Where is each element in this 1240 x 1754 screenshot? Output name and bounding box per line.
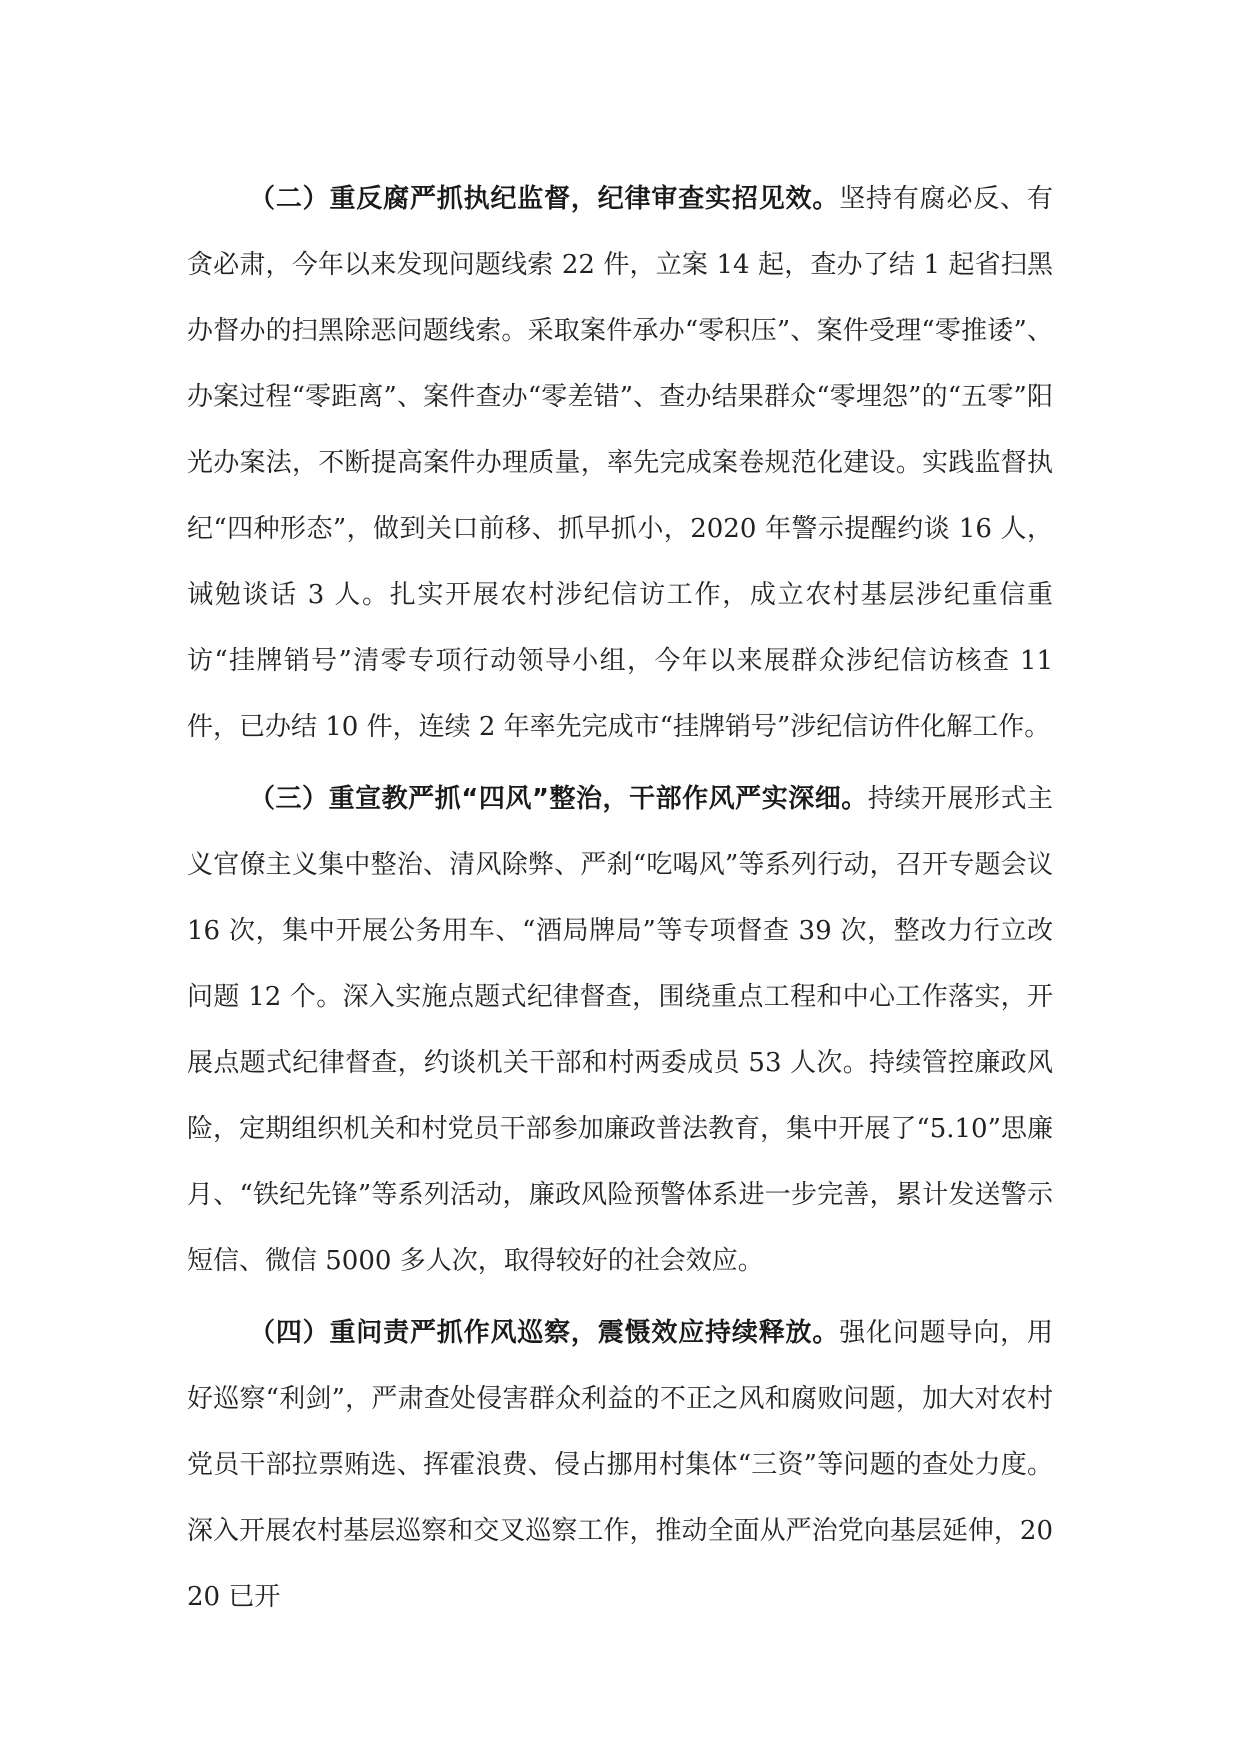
document-body	[187, 166, 1053, 1630]
paragraph-2	[187, 166, 1053, 760]
paragraph-3-heading: （三）重宣教严抓“四风”整治，干部作风严实深细。	[249, 784, 868, 814]
paragraph-3-text: 持续开展形式主义官僚主义集中整治、清风除弊、严刹“吃喝风”等系列行动，召开专题会议 16 次，集中开展公务用车、“酒局牌局”等专项督查 39 次，整改力行立改问题 12 个。深入实施点题式纪律督查，围绕重点工程和中心工作落实，开展点题式纪律督查，约谈机关干部和村两委成员 53 人次。持续管控廉政风险，定期组织机关和村党员干部参加廉政普法教育，集中开展了“5.10”思廉月、“铁纪先锋”等系列活动，廉政风险预警体系进一步完善，累计发送警示短信、微信 5000 多人次，取得较好的社会效应。	[187, 784, 1053, 1276]
paragraph-2-heading: （二）重反腐严抓执纪监督，纪律审查实招见效。	[249, 184, 840, 214]
paragraph-4	[187, 1300, 1053, 1630]
paragraph-4-text: 强化问题导向，用好巡察“利剑”，严肃查处侵害群众利益的不正之风和腐败问题，加大对农村党员干部拉票贿选、挥霍浪费、侵占挪用村集体“三资”等问题的查处力度。深入开展农村基层巡察和交叉巡察工作，推动全面从严治党向基层延伸，2020 已开	[187, 1318, 1053, 1612]
paragraph-4-heading: （四）重问责严抓作风巡察，震慑效应持续释放。	[249, 1318, 840, 1348]
paragraph-2-text: 坚持有腐必反、有贪必肃，今年以来发现问题线索 22 件，立案 14 起，查办了结 1 起省扫黑办督办的扫黑除恶问题线索。采取案件承办“零积压”、案件受理“零推诿”、办案过程“零距离”、案件查办“零差错”、查办结果群众“零埋怨”的“五零”阳光办案法，不断提高案件办理质量，率先完成案卷规范化建设。实践监督执纪“四种形态”，做到关口前移、抓早抓小，2020 年警示提醒约谈 16 人，诫勉谈话 3 人。扎实开展农村涉纪信访工作，成立农村基层涉纪重信重访“挂牌销号”清零专项行动领导小组，今年以来展群众涉纪信访核查 11 件，已办结 10 件，连续 2 年率先完成市“挂牌销号”涉纪信访件化解工作。	[187, 184, 1053, 742]
paragraph-3	[187, 766, 1053, 1294]
